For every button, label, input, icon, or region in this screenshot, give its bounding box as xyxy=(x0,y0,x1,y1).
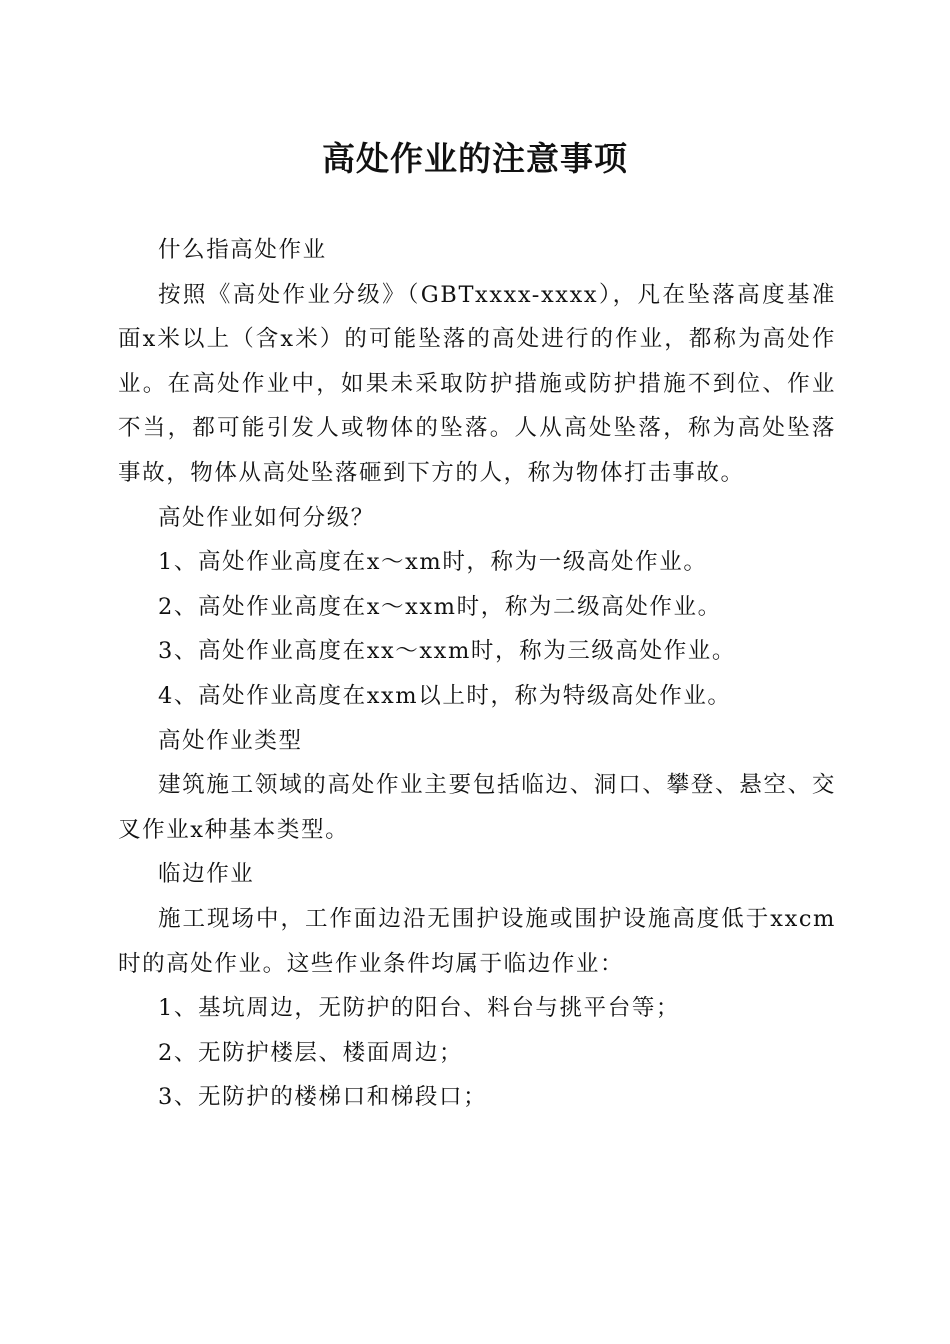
paragraph-heading-what-is: 什么指高处作业 xyxy=(158,237,327,263)
list-item-edge-2: 2、无防护楼层、楼面周边； xyxy=(158,1039,464,1066)
list-item-edge-3: 3、无防护的楼梯口和梯段口； xyxy=(158,1084,488,1111)
document-body xyxy=(118,228,836,1120)
paragraph-heading-edge-work: 临边作业 xyxy=(158,861,255,888)
paragraph-definition: 按照《高处作业分级》（GBTxxxx-xxxx），凡在坠落高度基准面x米以上（含x米）的可能坠落的高处进行的作业，都称为高处作业。在高处作业中，如果未采取防护措施或防护措施不到位、作业不当，都可能引发人或物体的坠落。人从高处坠落，称为高处坠落事故，物体从高处坠落砸到下方的人，称为物体打击事故。 xyxy=(118,281,836,486)
list-item-level-3: 3、高处作业高度在xx～xxm时，称为三级高处作业。 xyxy=(158,638,737,665)
paragraph-edge-work: 施工现场中，工作面边沿无围护设施或围护设施高度低于xxcm时的高处作业。这些作业条件均属于临边作业： xyxy=(118,905,836,977)
paragraph-types: 建筑施工领域的高处作业主要包括临边、洞口、攀登、悬空、交叉作业x种基本类型。 xyxy=(118,772,836,843)
list-item-level-1: 1、高处作业高度在x～xm时，称为一级高处作业。 xyxy=(158,549,708,576)
document-title: 高处作业的注意事项 xyxy=(322,139,628,178)
list-item-level-2: 2、高处作业高度在x～xxm时，称为二级高处作业。 xyxy=(158,593,722,620)
paragraph-heading-types: 高处作业类型 xyxy=(158,727,303,754)
list-item-edge-1: 1、基坑周边，无防护的阳台、料台与挑平台等； xyxy=(158,995,681,1022)
list-item-level-special: 4、高处作业高度在xxm以上时，称为特级高处作业。 xyxy=(158,682,732,709)
paragraph-heading-classification: 高处作业如何分级？ xyxy=(158,504,375,531)
